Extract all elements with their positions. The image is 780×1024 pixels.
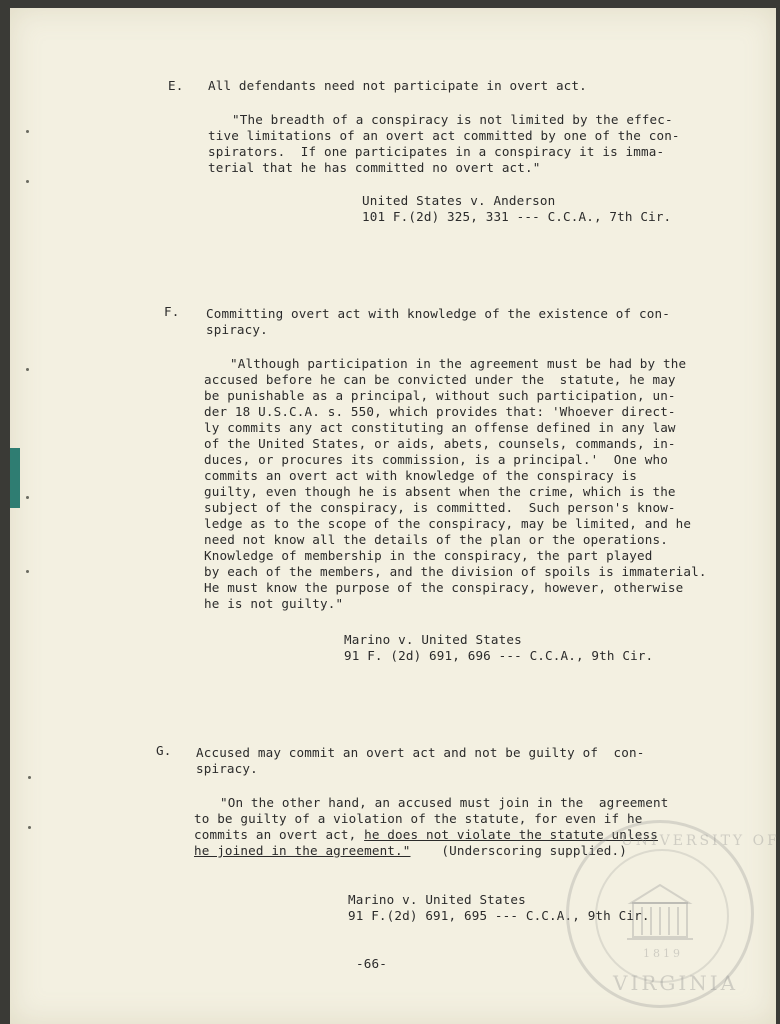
quote-line: be punishable as a principal, without such participation, un- <box>204 388 676 403</box>
underscored-text: he does not violate the statute unless <box>364 827 658 842</box>
quote-line: "The breadth of a conspiracy is not limited by the effec- <box>232 112 673 127</box>
quote-line: to be guilty of a violation of the statute, for even if he <box>194 811 643 826</box>
quote-line: subject of the conspiracy, is committed. Such person's know- <box>204 500 676 515</box>
section-heading: Accused may commit an overt act and not be guilty of con- <box>196 745 645 760</box>
margin-mark <box>26 368 29 371</box>
quote-line: by each of the members, and the division of spoils is immaterial. <box>204 564 707 579</box>
quote-line: he is not guilty." <box>204 596 344 611</box>
citation-reporter: 101 F.(2d) 325, 331 --- C.C.A., 7th Cir. <box>362 209 672 224</box>
section-letter: F. <box>164 304 180 319</box>
margin-mark <box>28 826 31 829</box>
citation-case: United States v. Anderson <box>362 193 556 208</box>
quote-line: der 18 U.S.C.A. s. 550, which provides that: 'Whoever direct- <box>204 404 676 419</box>
margin-mark <box>26 570 29 573</box>
quote-text: commits an overt act, <box>194 827 365 842</box>
quote-line: He must know the purpose of the conspiracy, however, otherwise <box>204 580 684 595</box>
seal-year: 1819 <box>643 947 683 960</box>
citation-reporter: 91 F.(2d) 691, 695 --- C.C.A., 9th Cir. <box>348 908 650 923</box>
citation-case: Marino v. United States <box>348 892 526 907</box>
editorial-note: (Underscoring supplied.) <box>410 843 627 858</box>
quote-line: ly commits any act constituting an offense defined in any law <box>204 420 676 435</box>
quote-line: accused before he can be convicted under the statute, he may <box>204 372 676 387</box>
section-letter: E. <box>168 78 184 93</box>
margin-mark <box>26 496 29 499</box>
section-heading: spiracy. <box>206 322 268 337</box>
citation-reporter: 91 F. (2d) 691, 696 --- C.C.A., 9th Cir. <box>344 648 654 663</box>
quote-line: tive limitations of an overt act committed by one of the con- <box>208 128 680 143</box>
margin-mark <box>26 180 29 183</box>
section-heading: All defendants need not participate in overt act. <box>208 78 587 93</box>
quote-line: "Although participation in the agreement must be had by the <box>230 356 687 371</box>
section-heading: spiracy. <box>196 761 258 776</box>
underscored-text: he joined in the agreement." <box>194 843 411 858</box>
page-number: -66- <box>356 956 387 971</box>
quote-line: spirators. If one participates in a conspiracy it is imma- <box>208 144 665 159</box>
quote-line: duces, or procures its commission, is a principal.' One who <box>204 452 668 467</box>
quote-line: of the United States, or aids, abets, counsels, commands, in- <box>204 436 676 451</box>
quote-line: commits an overt act with knowledge of the conspiracy is <box>204 468 637 483</box>
section-heading: Committing overt act with knowledge of the existence of con- <box>206 306 670 321</box>
document-page <box>10 8 780 1024</box>
quote-line: ledge as to the scope of the conspiracy, may be limited, and he <box>204 516 692 531</box>
quote-line: Knowledge of membership in the conspiracy, the part played <box>204 548 653 563</box>
margin-mark <box>26 130 29 133</box>
university-seal-watermark <box>566 820 780 1008</box>
scan-edge-strip <box>10 448 20 508</box>
quote-line <box>194 843 627 859</box>
margin-mark <box>28 776 31 779</box>
quote-line: terial that he has committed no overt act." <box>208 160 541 175</box>
quote-line: "On the other hand, an accused must join in the agreement <box>220 795 669 810</box>
section-letter: G. <box>156 743 172 758</box>
quote-line: need not know all the details of the plan or the operations. <box>204 532 668 547</box>
citation-case: Marino v. United States <box>344 632 522 647</box>
seal-top-text: UNIVERSITY OF <box>621 833 780 849</box>
quote-line: guilty, even though he is absent when the crime, which is the <box>204 484 676 499</box>
seal-bottom-text: VIRGINIA <box>613 971 739 995</box>
